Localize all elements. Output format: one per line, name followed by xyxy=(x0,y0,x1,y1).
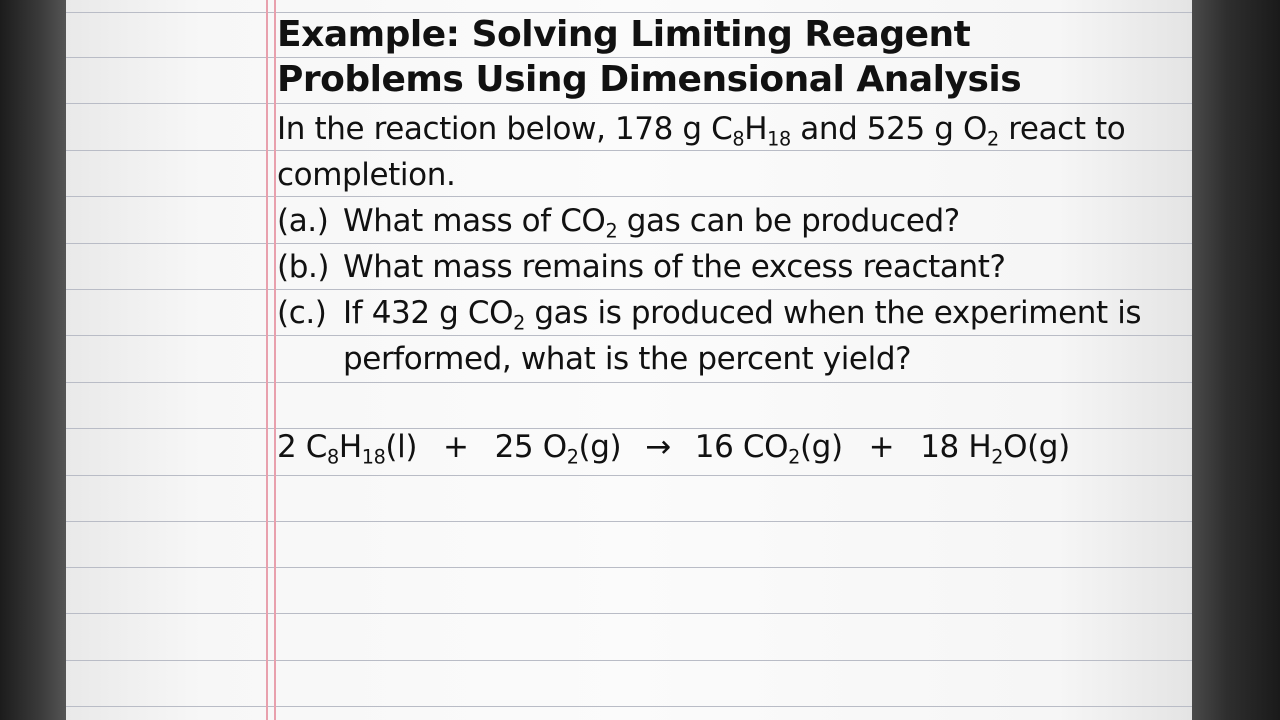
question-c: (c.) If 432 g $CO_2$ gas is produced when the experiment is xyxy=(277,290,1172,336)
question-c-line-2: performed, what is the percent yield? xyxy=(343,341,912,377)
left-border xyxy=(0,0,66,720)
worksheet-content xyxy=(277,8,1172,470)
title-line-2: Problems Using Dimensional Analysis xyxy=(277,59,1022,100)
right-border xyxy=(1192,0,1280,720)
question-a-label: (a.) xyxy=(277,203,329,239)
question-a: (a.) What mass of $CO_2$ gas can be produced? xyxy=(277,198,1172,244)
intro-line-1: In the reaction below, 178 g $C_8H_{18}$ and 525 g $O_2$ react to xyxy=(277,111,1126,151)
ruled-line xyxy=(66,613,1192,614)
margin-line xyxy=(274,0,276,720)
ruled-line xyxy=(66,567,1192,568)
chemical-equation: 2 $C_8H_{18}(l) + 25$ $O_2(g) \to 16$ $CO_2(g) + 18$ $H_2O(g)$ xyxy=(277,429,1070,469)
reaction-arrow-icon: → xyxy=(645,429,671,465)
title-line-1: Example: Solving Limiting Reagent xyxy=(277,14,971,55)
notebook-paper xyxy=(66,0,1192,720)
ruled-line xyxy=(66,660,1192,661)
margin-line xyxy=(266,0,268,720)
ruled-line xyxy=(66,475,1192,476)
question-b-label: (b.) xyxy=(277,249,330,285)
intro-line-2: completion. xyxy=(277,157,456,193)
question-b: (b.) What mass remains of the excess reactant? xyxy=(277,244,1172,290)
ruled-line xyxy=(66,706,1192,707)
question-c-label: (c.) xyxy=(277,295,327,331)
ruled-line xyxy=(66,521,1192,522)
